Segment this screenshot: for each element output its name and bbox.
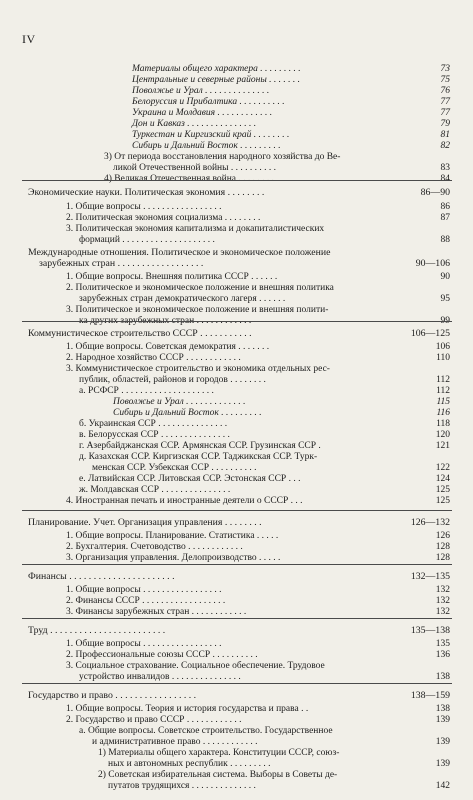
- toc-entry-page-number: 124: [435, 474, 450, 484]
- toc-entry-title: 3) От периода восстановления народного хозяйства до Ве-: [104, 152, 341, 162]
- toc-entry-page-number: 79: [440, 119, 450, 129]
- toc-entry: [66, 531, 450, 542]
- section-divider: [22, 180, 452, 181]
- toc-entry: [66, 542, 450, 553]
- toc-entry: [79, 386, 450, 397]
- section-divider: [22, 321, 452, 322]
- toc-entry-title: а. РСФСР . . . . . . . . . . . . . . . . . . . .: [79, 386, 214, 396]
- toc-entry-page-number: 90: [440, 272, 450, 282]
- toc-entry-title: Планирование. Учет. Организация управления . . . . . . . .: [28, 517, 262, 528]
- toc-entry: [79, 430, 450, 441]
- toc-entry-page-number: 82: [440, 141, 450, 151]
- toc-entry-title: 3. Политическая экономия капитализма и докапиталистических: [66, 224, 325, 234]
- toc-entry-page-number: 73: [440, 64, 450, 74]
- toc-entry-title: 1) Материалы общего характера. Конституции СССР, союз-: [98, 748, 340, 758]
- toc-entry-title: Сибирь и Дальний Восток . . . . . . . . .: [113, 408, 262, 418]
- toc-entry: [104, 152, 450, 163]
- toc-entry-page-number: 95: [440, 294, 450, 304]
- toc-entry: [66, 202, 450, 213]
- toc-entry: [66, 553, 450, 564]
- toc-entry-page-number: 120: [435, 430, 450, 440]
- toc-entry-title: Центральные и северные районы . . . . . . .: [132, 75, 301, 85]
- toc-section-heading: [28, 247, 450, 258]
- toc-entry: [66, 342, 450, 353]
- toc-entry-page-number: 135: [435, 639, 450, 649]
- toc-entry-page-number: 90—106: [415, 258, 450, 269]
- toc-entry-page-number: 112: [436, 386, 450, 396]
- toc-entry-title: 2. Финансы СССР . . . . . . . . . . . . . . . . . .: [66, 596, 226, 606]
- toc-entry: [132, 130, 450, 141]
- toc-entry-page-number: 142: [435, 781, 450, 791]
- toc-entry: [132, 119, 450, 130]
- toc-entry-title: Коммунистическое строительство СССР . . . . . . . . . . .: [28, 328, 252, 339]
- toc-entry-title: Белоруссия и Прибалтика . . . . . . . . . .: [132, 97, 285, 107]
- toc-entry-title: 4. Иностранная печать и иностранные деятели о СССР . . .: [66, 496, 303, 506]
- toc-entry-page-number: 125: [435, 485, 450, 495]
- toc-entry-page-number: 115: [436, 397, 450, 407]
- toc-entry-title: Труд . . . . . . . . . . . . . . . . . . . . . . . .: [28, 625, 166, 636]
- toc-entry-page-number: 112: [436, 375, 450, 385]
- toc-entry-title: 1. Общие вопросы. Внешняя политика СССР . . . . . .: [66, 272, 278, 282]
- toc-entry-page-number: 139: [435, 715, 450, 725]
- toc-entry-page-number: 132: [435, 596, 450, 606]
- toc-entry-page-number: 138: [435, 704, 450, 714]
- toc-entry: [79, 294, 450, 305]
- toc-entry-title: Экономические науки. Политическая экономия . . . . . . . .: [28, 187, 265, 198]
- toc-entry-title: в. Белорусская ССР . . . . . . . . . . . . . . .: [79, 430, 230, 440]
- toc-entry: [66, 224, 450, 235]
- toc-entry-page-number: 76: [440, 86, 450, 96]
- toc-entry-page-number: 87: [440, 213, 450, 223]
- toc-entry-title: 2. Политическое и экономическое положение и внешняя политика: [66, 283, 334, 293]
- toc-entry-title: формаций . . . . . . . . . . . . . . . . . . . .: [79, 235, 215, 245]
- toc-entry: [66, 305, 450, 316]
- toc-entry-title: и административное право . . . . . . . . . . . .: [92, 737, 258, 747]
- toc-entry-page-number: 106: [435, 342, 450, 352]
- toc-entry-page-number: 138—159: [410, 690, 450, 701]
- toc-entry-title: публик, областей, районов и городов . . . . . . . .: [79, 375, 266, 385]
- toc-entry: [113, 163, 450, 174]
- toc-entry-title: 1. Общие вопросы . . . . . . . . . . . . . . . . .: [66, 585, 222, 595]
- toc-entry-page-number: 132—135: [410, 571, 450, 582]
- toc-entry-page-number: 83: [440, 163, 450, 173]
- toc-entry: [66, 661, 450, 672]
- toc-entry-title: 1. Общие вопросы. Советская демократия . . . . . . .: [66, 342, 270, 352]
- toc-entry: [66, 704, 450, 715]
- toc-entry-page-number: 139: [435, 737, 450, 747]
- toc-entry: [132, 64, 450, 75]
- toc-entry-title: 3. Финансы зарубежных стран . . . . . . . . . . . .: [66, 607, 247, 617]
- toc-section-heading: [28, 328, 450, 339]
- toc-entry: [79, 375, 450, 386]
- toc-entry-page-number: 106—125: [410, 328, 450, 339]
- toc-entry-page-number: 132: [435, 585, 450, 595]
- toc-entry-page-number: 75: [440, 75, 450, 85]
- toc-entry-title: 3. Политическое и экономическое положение и внешняя полити-: [66, 305, 329, 315]
- toc-entry: [113, 408, 450, 419]
- toc-entry-title: Поволжье и Урал . . . . . . . . . . . . . .: [132, 86, 270, 96]
- toc-entry: [98, 770, 450, 781]
- toc-entry-title: ж. Молдавская ССР . . . . . . . . . . . . . . .: [79, 485, 231, 495]
- toc-entry: [132, 108, 450, 119]
- toc-entry: [108, 759, 450, 770]
- toc-entry-title: устройство инвалидов . . . . . . . . . . . . . . .: [79, 672, 241, 682]
- toc-entry: [79, 441, 450, 452]
- toc-entry-page-number: 88: [440, 235, 450, 245]
- toc-entry: [66, 715, 450, 726]
- toc-entry-page-number: 128: [435, 542, 450, 552]
- toc-entry-title: 1. Общие вопросы . . . . . . . . . . . . . . . . .: [66, 202, 222, 212]
- toc-entry-title: 1. Общие вопросы . . . . . . . . . . . . . . . . .: [66, 639, 222, 649]
- toc-entry-page-number: 136: [435, 650, 450, 660]
- toc-entry-page-number: 132: [435, 607, 450, 617]
- toc-entry-title: е. Латвийская ССР. Литовская ССР. Эстонская ССР . . .: [79, 474, 301, 484]
- toc-entry: [66, 353, 450, 364]
- toc-entry-page-number: 110: [436, 353, 450, 363]
- toc-entry-title: 3. Социальное страхование. Социальное обеспечение. Трудовое: [66, 661, 325, 671]
- toc-entry: [79, 419, 450, 430]
- toc-entry-title: Сибирь и Дальний Восток . . . . . . . . .: [132, 141, 281, 151]
- toc-entry-title: Международные отношения. Политическое и экономическое положение: [28, 247, 331, 258]
- toc-entry: [79, 235, 450, 246]
- toc-section-heading: [28, 571, 450, 582]
- toc-entry: [98, 748, 450, 759]
- toc-entry: [66, 585, 450, 596]
- toc-entry-page-number: 84: [440, 174, 450, 184]
- toc-section-heading: [39, 258, 450, 269]
- toc-entry: [66, 272, 450, 283]
- toc-entry-title: ных и автономных республик . . . . . . . . .: [108, 759, 271, 769]
- toc-entry-page-number: 86: [440, 202, 450, 212]
- toc-entry-page-number: 99: [440, 316, 450, 326]
- toc-entry: [66, 496, 450, 507]
- toc-entry-title: а. Общие вопросы. Советское строительство. Государственное: [79, 726, 333, 736]
- toc-entry: [79, 452, 450, 463]
- section-divider: [22, 564, 452, 565]
- toc-entry-title: менская ССР. Узбекская ССР . . . . . . . . . .: [92, 463, 257, 473]
- toc-entry-page-number: 125: [435, 496, 450, 506]
- toc-entry-title: Финансы . . . . . . . . . . . . . . . . . . . . . .: [28, 571, 175, 582]
- toc-entry: [79, 474, 450, 485]
- toc-entry-title: 2. Народное хозяйство СССР . . . . . . . . . . . .: [66, 353, 241, 363]
- toc-entry-title: 2. Профессиональные союзы СССР . . . . . . . . . .: [66, 650, 258, 660]
- toc-entry-page-number: 138: [435, 672, 450, 682]
- toc-entry-title: Государство и право . . . . . . . . . . . . . . . . .: [28, 690, 197, 701]
- toc-entry: [66, 364, 450, 375]
- toc-entry-page-number: 86—90: [420, 187, 450, 198]
- toc-entry: [66, 607, 450, 618]
- toc-section-heading: [28, 690, 450, 701]
- toc-entry-title: путатов трудящихся . . . . . . . . . . . . . .: [108, 781, 256, 791]
- toc-entry: [66, 596, 450, 607]
- toc-entry: [66, 213, 450, 224]
- toc-entry-page-number: 135—138: [410, 625, 450, 636]
- page-number-header: IV: [22, 32, 36, 46]
- section-divider: [22, 618, 452, 619]
- toc-entry: [132, 75, 450, 86]
- toc-entry-title: Дон и Кавказ . . . . . . . . . . . . . . .: [132, 119, 257, 129]
- toc-section-heading: [28, 187, 450, 198]
- toc-entry-title: г. Азербайджанская ССР. Армянская ССР. Грузинская ССР .: [79, 441, 321, 451]
- toc-entry-page-number: 122: [435, 463, 450, 473]
- toc-entry: [113, 397, 450, 408]
- toc-entry: [92, 463, 450, 474]
- toc-entry: [92, 737, 450, 748]
- toc-entry: [66, 283, 450, 294]
- toc-entry-title: 1. Общие вопросы. Планирование. Статистика . . . . .: [66, 531, 279, 541]
- toc-entry-page-number: 116: [436, 408, 450, 418]
- toc-entry: [79, 485, 450, 496]
- toc-entry-page-number: 77: [440, 108, 450, 118]
- toc-entry-page-number: 77: [440, 97, 450, 107]
- toc-entry-title: б. Украинская ССР . . . . . . . . . . . . . . .: [79, 419, 228, 429]
- toc-entry-title: зарубежных стран . . . . . . . . . . . . . . . . . .: [39, 258, 204, 269]
- toc-entry: [132, 141, 450, 152]
- toc-entry-page-number: 121: [435, 441, 450, 451]
- toc-entry-title: 4) Великая Отечественная война . . . . . . . .: [104, 174, 275, 184]
- toc-entry-title: ка других зарубежных стран . . . . . . . . . . . .: [79, 316, 252, 326]
- section-divider: [22, 683, 452, 684]
- toc-entry-title: Туркестан и Киргизский край . . . . . . . .: [132, 130, 290, 140]
- toc-entry-title: 2. Бухгалтерия. Счетоводство . . . . . . . . . . . .: [66, 542, 243, 552]
- toc-entry: [108, 781, 450, 792]
- toc-entry-title: Украина и Молдавия . . . . . . . . . . . .: [132, 108, 273, 118]
- toc-entry-page-number: 126: [435, 531, 450, 541]
- toc-entry-page-number: 81: [440, 130, 450, 140]
- toc-entry: [66, 639, 450, 650]
- toc-section-heading: [28, 517, 450, 528]
- toc-entry-page-number: 118: [436, 419, 450, 429]
- toc-entry-title: зарубежных стран демократического лагеря . . . . . .: [79, 294, 286, 304]
- toc-entry: [79, 726, 450, 737]
- toc-entry-title: 2. Государство и право СССР . . . . . . . . . . . .: [66, 715, 242, 725]
- toc-entry: [66, 650, 450, 661]
- toc-entry-title: 3. Коммунистическое строительство и экономика отдельных рес-: [66, 364, 330, 374]
- toc-entry-page-number: 139: [435, 759, 450, 769]
- section-divider: [22, 510, 452, 511]
- toc-entry-title: 2. Политическая экономия социализма . . . . . . . .: [66, 213, 261, 223]
- toc-entry: [132, 86, 450, 97]
- toc-entry-title: 2) Советская избирательная система. Выборы в Советы де-: [98, 770, 338, 780]
- toc-entry-title: Поволжье и Урал . . . . . . . . . . . . .: [113, 397, 246, 407]
- toc-section-heading: [28, 625, 450, 636]
- toc-entry-title: д. Казахская ССР. Киргизская ССР. Таджикская ССР. Турк-: [79, 452, 318, 462]
- toc-entry: [79, 672, 450, 683]
- toc-entry-title: Материалы общего характера . . . . . . . . .: [132, 64, 301, 74]
- toc-entry-page-number: 128: [435, 553, 450, 563]
- toc-entry-page-number: 126—132: [410, 517, 450, 528]
- toc-entry-title: 3. Организация управления. Делопроизводство . . . . .: [66, 553, 281, 563]
- toc-entry-title: ликой Отечественной войны . . . . . . . . . .: [113, 163, 277, 173]
- toc-entry: [132, 97, 450, 108]
- toc-entry-title: 1. Общие вопросы. Теория и история государства и права . .: [66, 704, 309, 714]
